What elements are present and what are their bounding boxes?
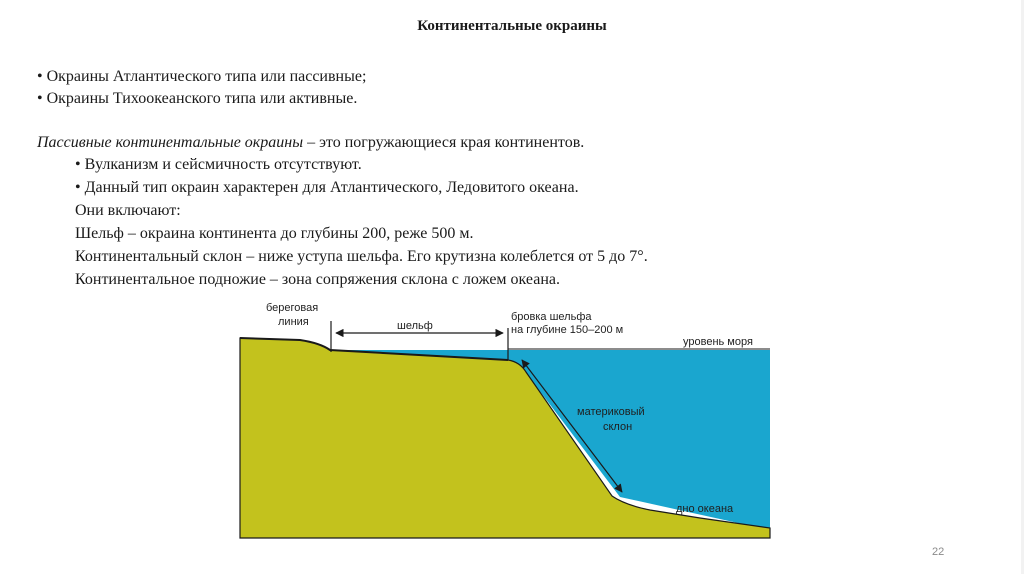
passive-definition-text: – это погружающиеся края континентов.: [303, 134, 585, 151]
slope-label-1: материковый: [577, 406, 645, 418]
coastline-label-1: береговая: [266, 302, 319, 314]
page-title: Континентальные окраины: [417, 18, 607, 34]
ocean-floor-label: дно океана: [676, 503, 734, 515]
shelf-break-label-1: бровка шельфа: [511, 311, 592, 323]
sea-level-label: уровень моря: [683, 336, 753, 348]
point-shelf: Шельф – окраина континента до глубины 200, реже 500 м.: [75, 225, 474, 242]
shelf-label: шельф: [397, 320, 433, 332]
passive-term: Пассивные континентальные окраины: [37, 134, 304, 151]
page-number: 22: [932, 546, 945, 558]
coastline-label-2: линия: [278, 316, 309, 328]
shelf-break-label-2: на глубине 150–200 м: [511, 324, 624, 336]
type-item-pacific: • Окраины Тихоокеанского типа или активные.: [37, 90, 358, 107]
type-item-atlantic: • Окраины Атлантического типа или пассивные;: [37, 68, 367, 85]
point-includes: Они включают:: [75, 202, 181, 219]
slope-label-2: склон: [603, 421, 633, 433]
point-slope: Континентальный склон – ниже уступа шельфа. Его крутизна колеблется от 5 до 7°.: [75, 248, 648, 265]
point-rise: Континентальное подножие – зона сопряжения склона с ложем океана.: [75, 271, 560, 288]
point-volcanism: • Вулканизм и сейсмичность отсутствуют.: [75, 156, 362, 173]
point-oceans: • Данный тип окраин характерен для Атлантического, Ледовитого океана.: [75, 179, 579, 196]
